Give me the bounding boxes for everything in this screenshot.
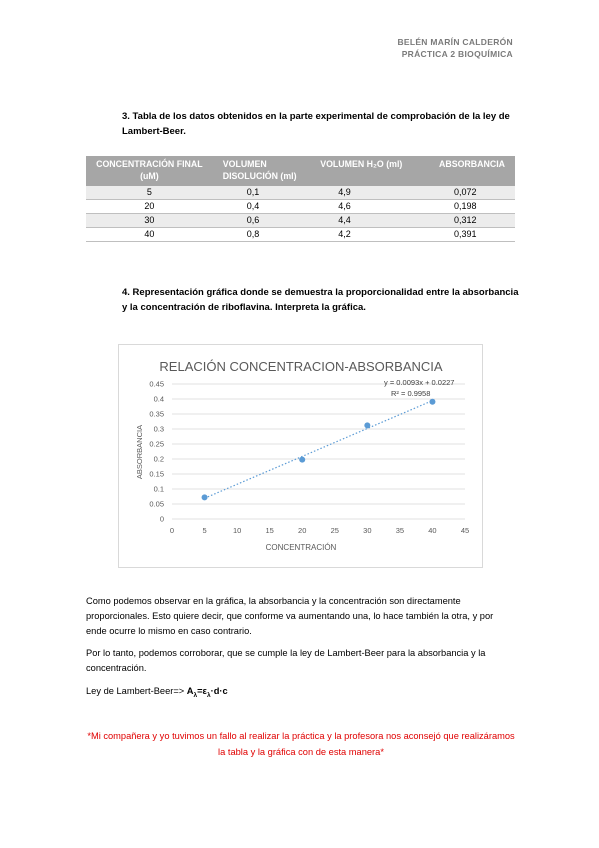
- data-table: [86, 156, 515, 242]
- x-tick-label: 10: [232, 526, 242, 535]
- x-tick-label: 0: [169, 526, 175, 535]
- table-cell: 0,198: [429, 200, 515, 214]
- y-tick-label: 0: [159, 514, 164, 524]
- paragraph-interpretation: Como podemos observar en la gráfica, la absorbancia y la concentración son directamente proporcionales. Esto quiere decir, que conforme va aumentando una, lo hace también la otra, y por ende ocurre lo mismo en caso contrario.: [86, 596, 494, 636]
- x-tick-label: 35: [395, 526, 405, 535]
- table-cell: 0,4: [213, 200, 310, 214]
- red-note: *Mi compañera y yo tuvimos un fallo al realizar la práctica y la profesora nos aconsejó que realizáramos la tabla y la gráfica con de esta manera*: [87, 731, 515, 757]
- table-cell: 4,4: [310, 214, 429, 228]
- table-cell: 20: [86, 200, 213, 214]
- table-cell: 5: [86, 186, 213, 200]
- table-cell: 0,8: [213, 228, 310, 242]
- formula-absorbance: A: [186, 686, 194, 696]
- y-axis-label: ABSORBANCIA: [135, 424, 144, 480]
- trendline: [205, 401, 433, 499]
- table-header: VOLUMEN H₂O (ml): [310, 156, 429, 186]
- y-tick-label: 0.25: [149, 439, 164, 449]
- table-cell: 0,312: [429, 214, 515, 228]
- table-cell: 0,6: [213, 214, 310, 228]
- data-point: [429, 399, 435, 405]
- data-point: [299, 457, 305, 463]
- table-row: [86, 200, 515, 214]
- y-tick-label: 0.15: [149, 469, 164, 479]
- trendline-equation: y = 0.0093x + 0.0227: [384, 378, 455, 387]
- table-cell: 4,9: [310, 186, 429, 200]
- y-tick-label: 0.45: [149, 379, 164, 389]
- formula-suffix: ·d·c: [210, 686, 228, 696]
- y-tick-label: 0.2: [153, 454, 164, 464]
- table-cell: 30: [86, 214, 213, 228]
- formula-prefix: Ley de Lambert-Beer=>: [86, 686, 187, 696]
- table-cell: 0,391: [429, 228, 515, 242]
- y-tick-label: 0.3: [153, 424, 164, 434]
- section-4-title: 4. Representación gráfica donde se demuestra la proporcionalidad entre la absorbancia y la concentración de riboflavina. Interpreta la gráfica.: [122, 287, 519, 313]
- table-header: ABSORBANCIA: [429, 156, 515, 186]
- subject-name: PRÁCTICA 2 BIOQUÍMICA: [401, 49, 513, 59]
- table-header: VOLUMEN DISOLUCIÓN (ml): [213, 156, 310, 186]
- data-point: [364, 422, 370, 428]
- table-row: [86, 214, 515, 228]
- formula-lambda-sub: λ: [206, 691, 211, 699]
- table-row: [86, 228, 515, 242]
- lambert-beer-formula: [86, 684, 516, 703]
- author-name: BELÉN MARÍN CALDERÓN: [397, 37, 513, 47]
- x-tick-label: 20: [298, 526, 307, 535]
- table-header: CONCENTRACIÓN FINAL (uM): [86, 156, 213, 186]
- data-point: [202, 494, 208, 500]
- x-tick-label: 30: [363, 526, 372, 535]
- x-tick-label: 45: [460, 526, 470, 535]
- formula-epsilon: =ε: [197, 686, 207, 696]
- chart-container: [118, 344, 483, 568]
- formula-lambda-sub: λ: [193, 691, 198, 699]
- table-cell: 4,2: [310, 228, 429, 242]
- table-cell: 4,6: [310, 200, 429, 214]
- x-tick-label: 40: [428, 526, 437, 535]
- section-3-title: 3. Tabla de los datos obtenidos en la parte experimental de comprobación de la ley de Lambert-Beer.: [122, 111, 510, 137]
- y-tick-label: 0.35: [149, 409, 164, 419]
- table-cell: 0,072: [429, 186, 515, 200]
- scatter-chart: [119, 345, 482, 567]
- table-cell: 0,1: [213, 186, 310, 200]
- x-axis-label: CONCENTRACIÓN: [265, 543, 337, 552]
- x-tick-label: 25: [330, 526, 339, 535]
- r-squared-label: R² = 0.9958: [391, 389, 431, 398]
- y-tick-label: 0.05: [149, 499, 164, 509]
- document-header: [397, 36, 513, 60]
- x-tick-label: 5: [202, 526, 207, 535]
- paragraph-conclusion: Por lo tanto, podemos corroborar, que se cumple la ley de Lambert-Beer para la absorbancia y la concentración.: [86, 648, 486, 673]
- table-header-row: [86, 156, 515, 186]
- x-tick-label: 15: [265, 526, 274, 535]
- table-cell: 40: [86, 228, 213, 242]
- chart-title: RELACIÓN CONCENTRACION-ABSORBANCIA: [159, 359, 443, 374]
- y-tick-label: 0.1: [153, 484, 164, 494]
- table-row: [86, 186, 515, 200]
- y-tick-label: 0.4: [153, 394, 164, 404]
